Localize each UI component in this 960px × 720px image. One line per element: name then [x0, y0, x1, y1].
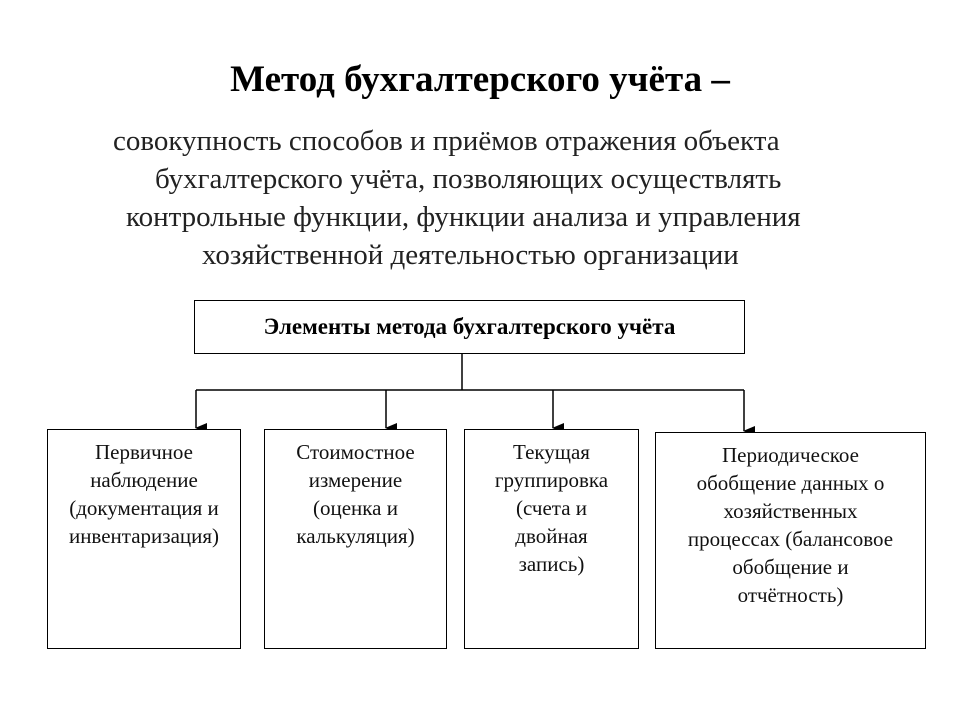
definition-line: хозяйственной деятельностью организации: [202, 239, 739, 271]
element-node-cost-measurement: [264, 429, 447, 649]
element-line: двойная: [515, 524, 588, 548]
element-line: Первичное: [94, 440, 194, 464]
element-node-primary-observation: [47, 429, 241, 649]
definition-line: бухгалтерского учёта, позволяющих осуществлять: [155, 163, 782, 195]
element-line: (счета и: [515, 496, 588, 520]
element-line: Текущая: [513, 440, 590, 464]
element-line: (оценка и: [313, 496, 398, 520]
element-line: хозяйственных: [723, 499, 858, 523]
definition-line: контрольные функции, функции анализа и управления: [126, 201, 801, 233]
element-line: калькуляция): [296, 524, 415, 548]
element-line: инвентаризация): [68, 524, 220, 548]
element-line: отчётность): [737, 583, 844, 607]
element-line: измерение: [308, 468, 403, 492]
element-line: процессах (балансовое: [687, 527, 894, 551]
element-line: Периодическое: [722, 443, 859, 467]
definition-line: совокупность способов и приёмов отражения объекта: [113, 125, 780, 157]
element-line: наблюдение: [90, 468, 198, 492]
element-line: запись): [518, 552, 585, 576]
element-line: группировка: [494, 468, 609, 492]
element-line: (документация и: [69, 496, 219, 520]
root-node: [194, 300, 745, 354]
slide-title: Метод бухгалтерского учёта –: [230, 59, 730, 100]
element-line: обобщение и: [732, 555, 849, 579]
root-node-label: Элементы метода бухгалтерского учёта: [263, 314, 676, 339]
element-node-current-grouping: [464, 429, 639, 649]
element-line: Стоимостное: [296, 440, 415, 464]
element-node-periodic-generalization: [655, 432, 926, 649]
element-line: обобщение данных о: [696, 471, 885, 495]
